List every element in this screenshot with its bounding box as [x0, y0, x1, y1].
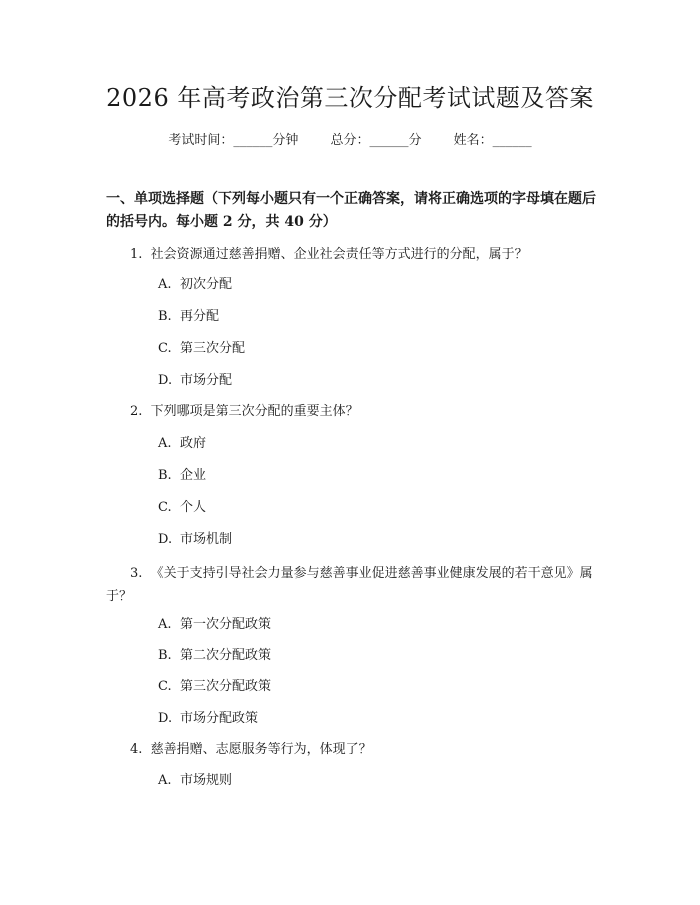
- option-text: 再分配: [180, 309, 220, 324]
- exam-meta: [0, 131, 700, 151]
- option-letter: A.: [158, 436, 172, 451]
- time-field: [168, 133, 302, 148]
- question-number: 1.: [130, 247, 143, 262]
- option-letter: D.: [158, 532, 173, 547]
- option-letter: A.: [158, 773, 172, 788]
- question-2: [130, 400, 596, 423]
- option-text: 第二次分配政策: [180, 648, 272, 663]
- question-text: 慈善捐赠、志愿服务等行为，体现了？: [150, 742, 372, 757]
- option-text: 政府: [180, 436, 207, 451]
- option-item: [158, 709, 258, 729]
- option-text: 第三次分配政策: [180, 679, 272, 694]
- question-3: [106, 562, 596, 608]
- option-text: 市场规则: [180, 773, 233, 788]
- option-item: [158, 307, 219, 327]
- time-unit: 分钟: [272, 133, 299, 148]
- option-text: 市场分配政策: [180, 711, 259, 726]
- name-label: 姓名：: [453, 133, 493, 148]
- question-1: [130, 243, 596, 266]
- page-title: 2026 年高考政治第三次分配考试试题及答案: [106, 84, 594, 112]
- option-letter: C.: [158, 341, 172, 356]
- question-number: 2.: [130, 404, 143, 419]
- option-text: 个人: [180, 500, 207, 515]
- option-letter: B.: [158, 468, 172, 483]
- option-item: [158, 275, 232, 295]
- option-text: 第一次分配政策: [180, 617, 272, 632]
- option-item: [158, 498, 206, 518]
- option-letter: C.: [158, 500, 172, 515]
- option-item: [158, 434, 206, 454]
- score-unit: 分: [408, 133, 422, 148]
- score-field: [330, 133, 425, 148]
- option-letter: C.: [158, 679, 172, 694]
- option-item: [158, 615, 271, 635]
- question-number: 4.: [130, 742, 143, 757]
- option-letter: B.: [158, 309, 172, 324]
- option-text: 企业: [180, 468, 207, 483]
- time-label: 考试时间：: [168, 133, 234, 148]
- option-letter: A.: [158, 277, 172, 292]
- name-field: [454, 133, 532, 148]
- option-item: [158, 677, 271, 697]
- score-blank: ______: [369, 133, 409, 148]
- option-letter: D.: [158, 373, 173, 388]
- option-item: [158, 339, 245, 359]
- section-heading: 一、单项选择题（下列每小题只有一个正确答案，请将正确选项的字母填在题后的括号内。每小题 2 分，共 40 分）: [106, 191, 596, 230]
- option-text: 第三次分配: [180, 341, 246, 356]
- option-letter: A.: [158, 617, 172, 632]
- option-item: [158, 771, 232, 791]
- option-text: 市场分配: [180, 373, 233, 388]
- time-blank: ______: [233, 133, 273, 148]
- name-blank: ______: [492, 133, 532, 148]
- option-letter: D.: [158, 711, 173, 726]
- option-item: [158, 530, 232, 550]
- option-letter: B.: [158, 648, 172, 663]
- option-text: 初次分配: [180, 277, 233, 292]
- option-item: [158, 371, 232, 391]
- question-number: 3.: [130, 566, 143, 581]
- question-text: 社会资源通过慈善捐赠、企业社会责任等方式进行的分配，属于？: [150, 247, 528, 262]
- score-label: 总分：: [330, 133, 370, 148]
- question-4: [130, 738, 596, 761]
- question-text: 《关于支持引导社会力量参与慈善事业促进慈善事业健康发展的若干意见》属于？: [106, 566, 593, 604]
- option-text: 市场机制: [180, 532, 233, 547]
- option-item: [158, 646, 271, 666]
- option-item: [158, 466, 206, 486]
- question-text: 下列哪项是第三次分配的重要主体？: [150, 404, 359, 419]
